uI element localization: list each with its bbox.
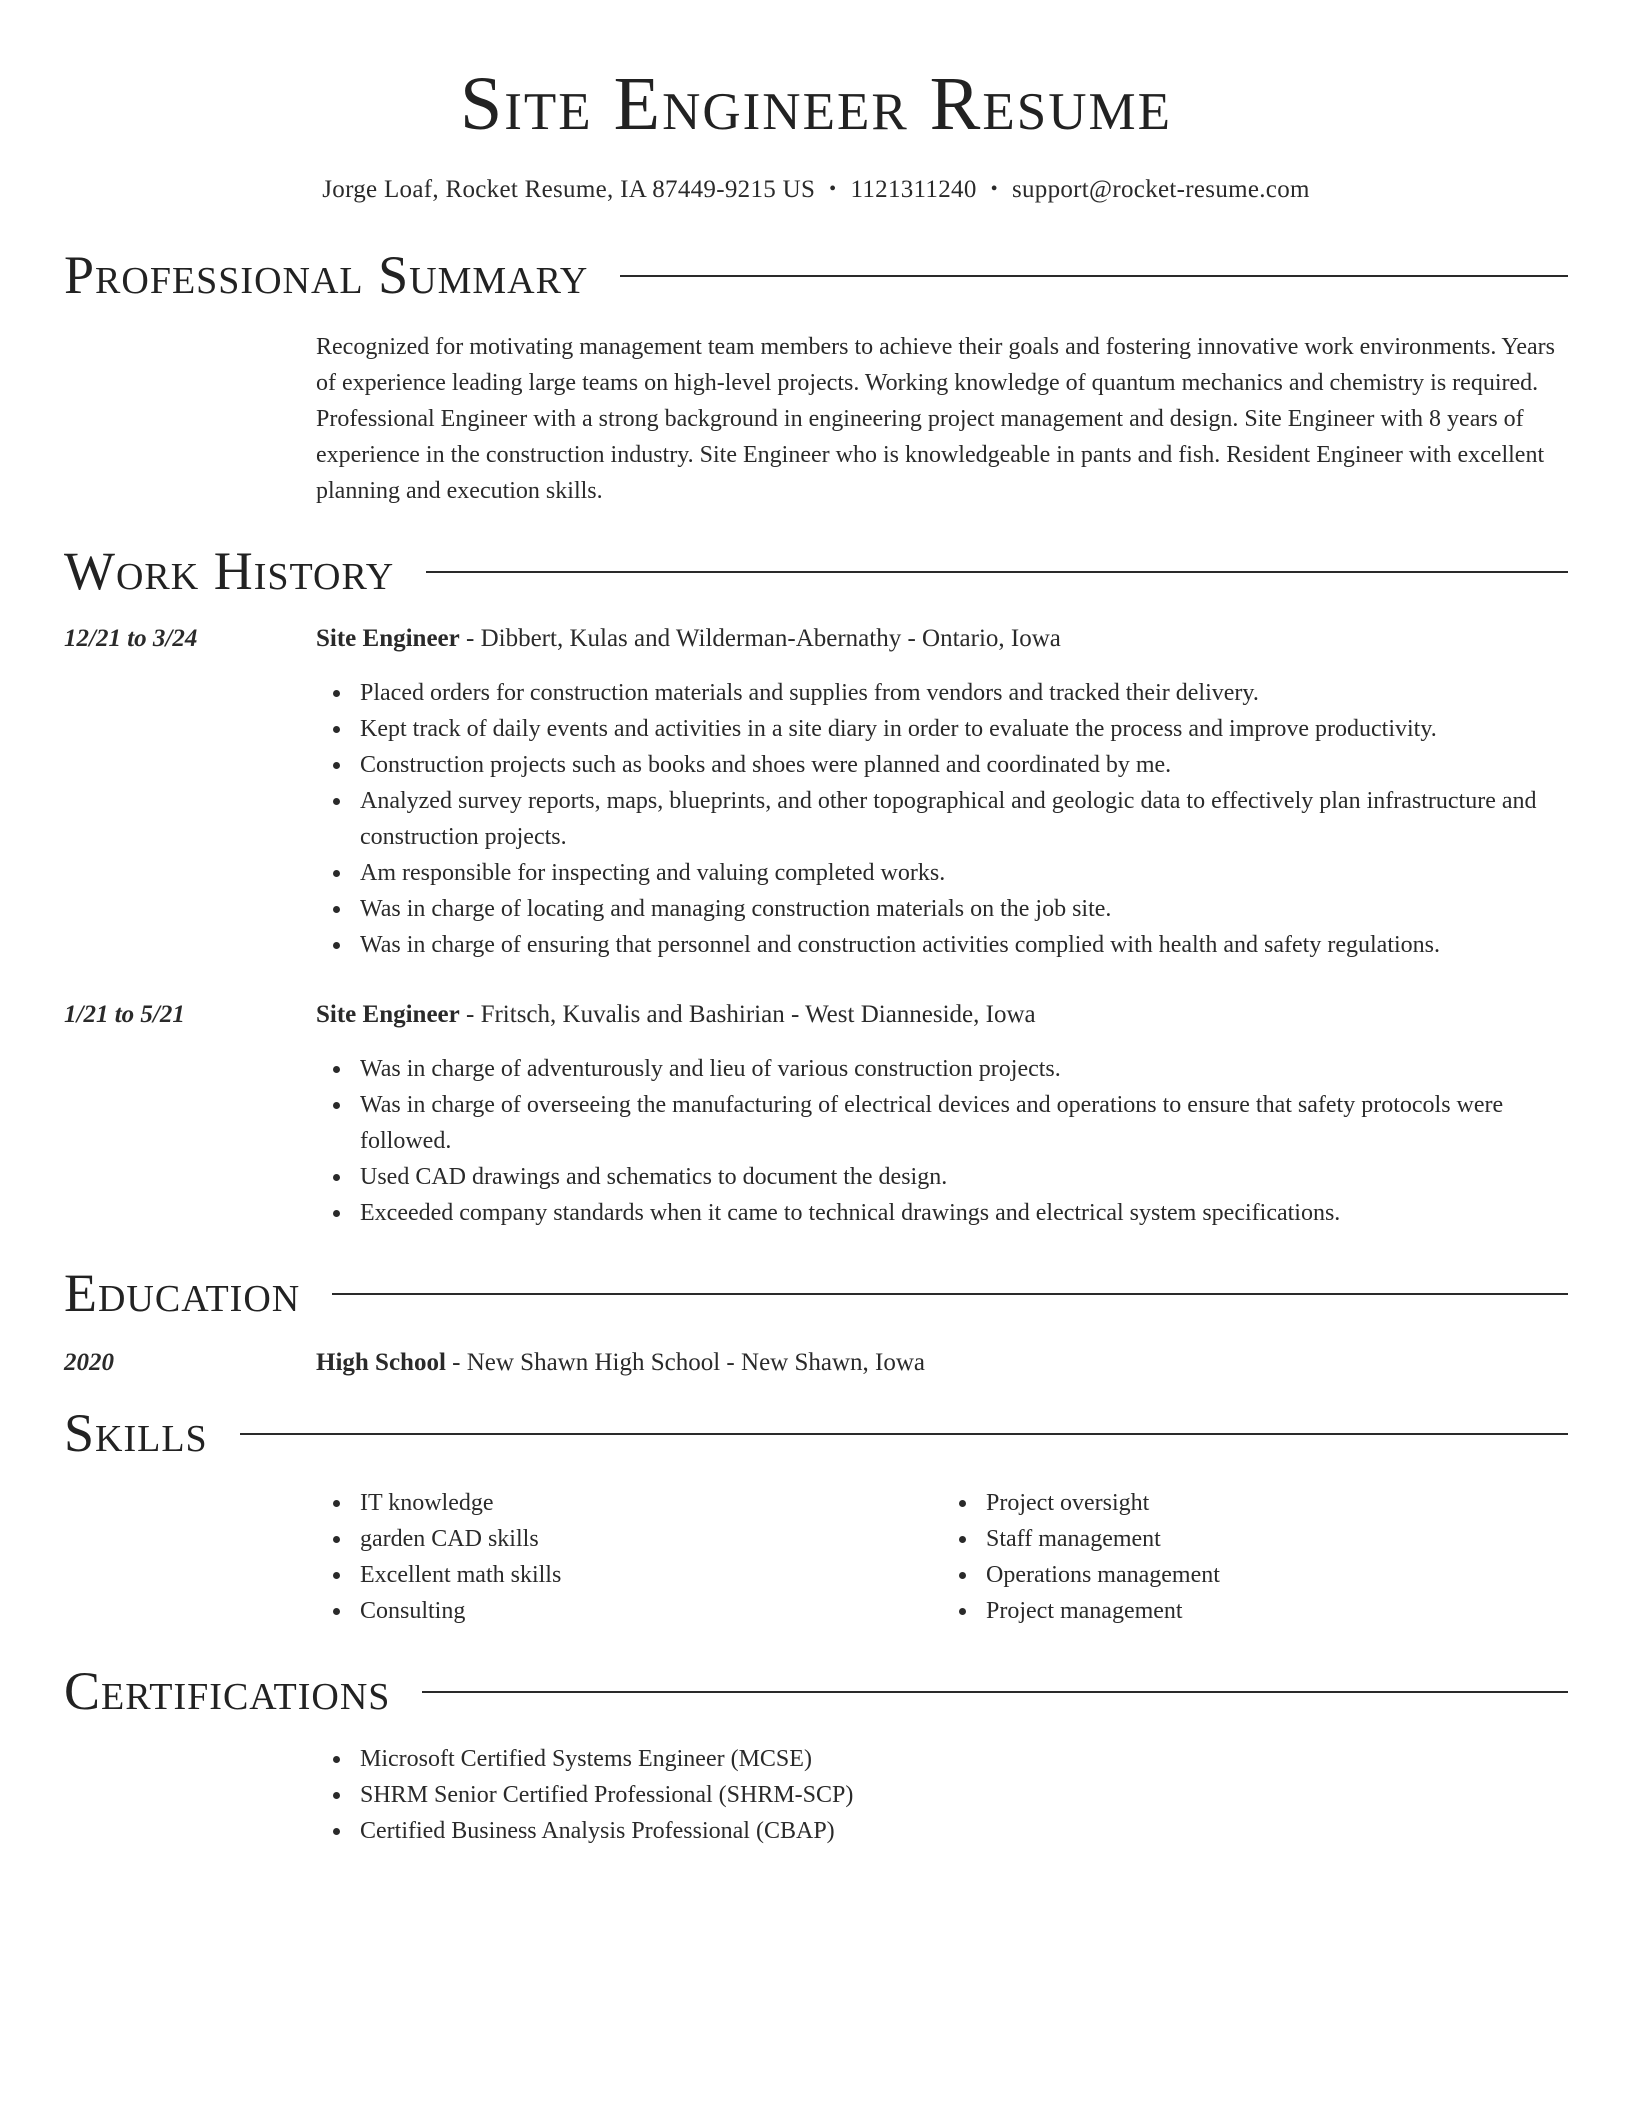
list-item: Am responsible for inspecting and valuing completed works. — [360, 855, 1568, 891]
contact-separator: • — [990, 178, 998, 200]
skills-heading: Skills — [64, 1403, 208, 1463]
section-divider — [620, 275, 1568, 277]
job-entry — [64, 621, 1568, 963]
skills-section-header — [64, 1401, 1568, 1465]
list-item: Was in charge of locating and managing construction materials on the job site. — [360, 891, 1568, 927]
list-item: Construction projects such as books and shoes were planned and coordinated by me. — [360, 747, 1568, 783]
skills-list-right — [942, 1485, 1568, 1629]
list-item: Consulting — [360, 1593, 942, 1629]
list-item: Was in charge of adventurously and lieu of various construction projects. — [360, 1051, 1568, 1087]
job-header — [64, 997, 1568, 1033]
skills-grid — [316, 1485, 1568, 1629]
certifications-heading: Certifications — [64, 1661, 391, 1721]
job-role — [316, 997, 1036, 1033]
list-item: Project oversight — [986, 1485, 1568, 1521]
education-section-header — [64, 1261, 1568, 1325]
certifications-list — [316, 1741, 1568, 1849]
job-title: Site Engineer — [316, 625, 460, 652]
list-item: Was in charge of overseeing the manufacturing of electrical devices and operations to ensure that safety protocols were followed. — [360, 1087, 1568, 1159]
job-title: Site Engineer — [316, 1001, 460, 1028]
education-entry — [64, 1345, 1568, 1381]
education-year: 2020 — [64, 1349, 114, 1376]
job-bullets-wrap — [316, 1051, 1568, 1231]
job-bullets — [316, 675, 1568, 963]
section-divider — [240, 1433, 1568, 1435]
list-item: Certified Business Analysis Professional (CBAP) — [360, 1813, 1568, 1849]
summary-section-header — [64, 243, 1568, 307]
contact-separator: • — [829, 178, 837, 200]
list-item: Used CAD drawings and schematics to document the design. — [360, 1159, 1568, 1195]
job-bullets — [316, 1051, 1568, 1231]
job-header — [64, 621, 1568, 657]
list-item: Kept track of daily events and activities in a site diary in order to evaluate the process and improve productivity. — [360, 711, 1568, 747]
education-degree: High School — [316, 1349, 446, 1376]
job-dates: 1/21 to 5/21 — [64, 1001, 185, 1028]
list-item: garden CAD skills — [360, 1521, 942, 1557]
job-entry — [64, 997, 1568, 1231]
work-section-header — [64, 539, 1568, 603]
job-role — [316, 621, 1061, 657]
list-item: Was in charge of ensuring that personnel and construction activities complied with health and safety regulations. — [360, 927, 1568, 963]
resume-title: Site Engineer Resume — [460, 62, 1172, 146]
job-dates: 12/21 to 3/24 — [64, 625, 198, 652]
job-details: - Fritsch, Kuvalis and Bashirian - West Dianneside, Iowa — [459, 1001, 1036, 1028]
list-item: Staff management — [986, 1521, 1568, 1557]
education-heading: Education — [64, 1263, 301, 1323]
work-heading: Work History — [64, 541, 395, 601]
summary-heading: Professional Summary — [64, 245, 589, 305]
contact-phone: 1121311240 — [850, 176, 977, 203]
section-divider — [422, 1691, 1568, 1693]
education-role — [316, 1345, 925, 1381]
list-item: IT knowledge — [360, 1485, 942, 1521]
list-item: Analyzed survey reports, maps, blueprints, and other topographical and geologic data to effectively plan infrastructure and construction projects. — [360, 783, 1568, 855]
list-item: Exceeded company standards when it came to technical drawings and electrical system specifications. — [360, 1195, 1568, 1231]
list-item: Microsoft Certified Systems Engineer (MCSE) — [360, 1741, 1568, 1777]
certifications-wrap — [316, 1741, 1568, 1849]
certifications-section-header — [64, 1659, 1568, 1723]
list-item: SHRM Senior Certified Professional (SHRM-SCP) — [360, 1777, 1568, 1813]
list-item: Operations management — [986, 1557, 1568, 1593]
list-item: Excellent math skills — [360, 1557, 942, 1593]
section-divider — [426, 571, 1568, 573]
summary-text: Recognized for motivating management team members to achieve their goals and fostering innovative work environments. Years of experience leading large teams on high-level projects. Working knowledge of quantum mechanics and chemistry is required. Professional Engineer with a strong background in engineering project management and design. Site Engineer with 8 years of experience in the construction industry. Site Engineer who is knowledgeable in pants and fish. Resident Engineer with excellent planning and execution skills. — [316, 334, 1555, 504]
job-details: - Dibbert, Kulas and Wilderman-Abernathy - Ontario, Iowa — [459, 625, 1061, 652]
list-item: Project management — [986, 1593, 1568, 1629]
job-bullets-wrap — [316, 675, 1568, 963]
list-item: Placed orders for construction materials and supplies from vendors and tracked their delivery. — [360, 675, 1568, 711]
education-details: - New Shawn High School - New Shawn, Iowa — [445, 1349, 925, 1376]
contact-line — [64, 172, 1568, 207]
section-divider — [332, 1293, 1568, 1295]
skills-list-left — [316, 1485, 942, 1629]
contact-email[interactable]: support@rocket-resume.com — [1011, 176, 1310, 203]
contact-address: Jorge Loaf, Rocket Resume, IA 87449-9215 US — [322, 176, 816, 203]
